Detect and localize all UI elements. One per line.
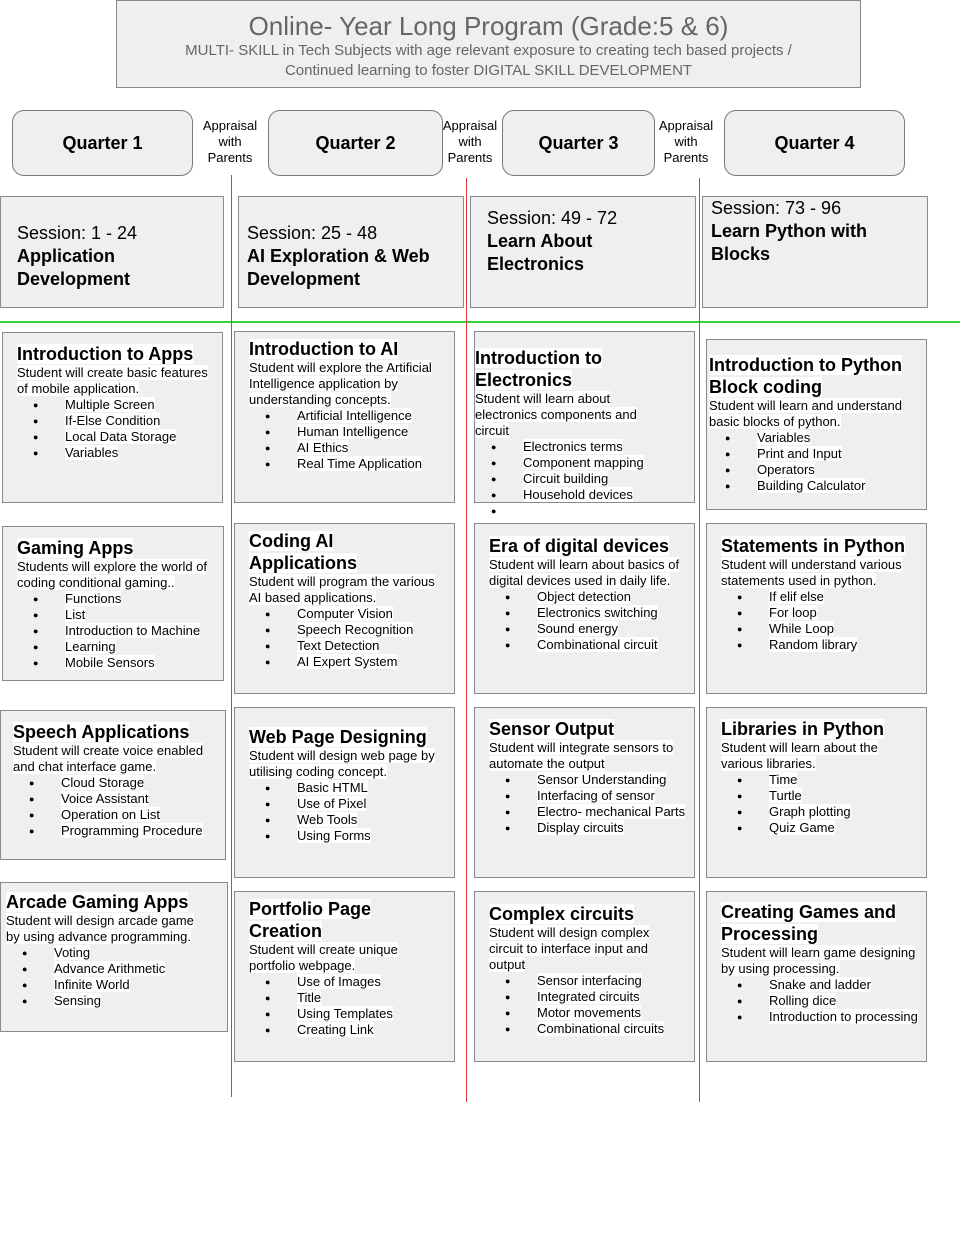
program-subtitle-line1: MULTI- SKILL in Tech Subjects with age relevant exposure to creating tech based projects / <box>185 42 792 59</box>
appraisal-line1: Appraisal <box>202 118 258 133</box>
topic-list <box>249 780 454 844</box>
card-description-line: output <box>489 957 526 972</box>
quarter-1-box <box>12 110 193 176</box>
topic-list <box>489 589 694 653</box>
topic-list-item: ● Rolling dice <box>721 993 926 1009</box>
card-description-line: Student will create voice enabled <box>13 743 204 758</box>
topic-list-item: ● Real Time Application <box>249 456 454 472</box>
card-description-line: Student will learn about <box>475 391 611 406</box>
card-description-line: Student will learn about basics of <box>489 557 680 572</box>
topic-list-item: ● Introduction to Machine <box>17 623 223 639</box>
card-title-line: Creation <box>249 921 323 941</box>
session-range: Session: 1 - 24 <box>17 223 138 243</box>
topic-list-item: ● Display circuits <box>489 820 694 836</box>
program-header <box>116 0 861 88</box>
topic-list-item: ● Graph plotting <box>721 804 926 820</box>
card-description-line: electronics components and <box>475 407 637 422</box>
session-title-line1: Learn Python with <box>711 221 868 241</box>
card-title-line: Introduction to Apps <box>17 344 194 364</box>
card-description-line: coding conditional gaming.. <box>17 575 175 590</box>
card-speech-applications <box>0 710 226 860</box>
red-divider-line-3 <box>699 178 700 1102</box>
card-description-line: Student will design web page by <box>249 748 435 763</box>
topic-list-item: ● Operators <box>709 462 926 478</box>
card-arcade-gaming-apps <box>0 882 228 1032</box>
topic-list <box>17 397 222 461</box>
session-box-1 <box>0 196 224 308</box>
topic-list-item: ● Circuit building <box>475 471 694 487</box>
topic-list-item: ● Human Intelligence <box>249 424 454 440</box>
card-title-line: Electronics <box>475 370 573 390</box>
program-subtitle-line2: Continued learning to foster DIGITAL SKILL DEVELOPMENT <box>284 62 693 79</box>
appraisal-line3: Parents <box>447 150 493 165</box>
card-portfolio-page-creation <box>234 891 455 1062</box>
card-description-line: various libraries. <box>721 756 816 771</box>
quarter-4-box <box>724 110 905 176</box>
topic-list-item: ● Web Tools <box>249 812 454 828</box>
topic-list-item: ● Introduction to processing <box>721 1009 926 1025</box>
appraisal-line3: Parents <box>663 150 709 165</box>
topic-list-item: ● Title <box>249 990 454 1006</box>
appraisal-line2: with <box>674 134 698 149</box>
quarter-2-box <box>268 110 443 176</box>
card-description-line: Student will explore the Artificial <box>249 360 432 375</box>
topic-list-item: ● Quiz Game <box>721 820 926 836</box>
quarter-2-label: Quarter 2 <box>315 132 396 153</box>
topic-list-item: ● Household devices <box>475 487 694 503</box>
topic-list-item: ● Integrated circuits <box>489 989 694 1005</box>
topic-list-item: ● Local Data Storage <box>17 429 222 445</box>
topic-list-item: ● Sound energy <box>489 621 694 637</box>
card-description-line: Student will learn and understand <box>709 398 902 413</box>
card-title-line: Gaming Apps <box>17 538 134 558</box>
card-creating-games-and-processing <box>706 891 927 1062</box>
card-description-line: Student will understand various <box>721 557 902 572</box>
topic-list <box>13 775 225 839</box>
topic-list-item: ● Object detection <box>489 589 694 605</box>
topic-list-item: ● Multiple Screen <box>17 397 222 413</box>
topic-list-item: ● Learning <box>17 639 223 655</box>
card-title-line: Speech Applications <box>13 722 190 742</box>
topic-list-item: ● Variables <box>17 445 222 461</box>
quarter-3-label: Quarter 3 <box>538 132 619 153</box>
card-description-line: Student will create basic features <box>17 365 208 380</box>
appraisal-line1: Appraisal <box>658 118 714 133</box>
session-title-line2: Blocks <box>711 244 771 264</box>
session-range: Session: 25 - 48 <box>247 223 378 243</box>
topic-list-item: ● Electronics terms <box>475 439 694 455</box>
session-title-line2: Development <box>247 269 361 289</box>
topic-list-item: ● If-Else Condition <box>17 413 222 429</box>
topic-list-item: ● Random library <box>721 637 926 653</box>
card-description-line: automate the output <box>489 756 605 771</box>
topic-list-item: ● If elif else <box>721 589 926 605</box>
topic-list-item: ● Snake and ladder <box>721 977 926 993</box>
topic-list-item: ● Interfacing of sensor <box>489 788 694 804</box>
card-description-line: by using processing. <box>721 961 840 976</box>
topic-list-item: ● Mobile Sensors <box>17 655 223 671</box>
topic-list-item: ● Sensing <box>6 993 227 1009</box>
card-era-of-digital-devices <box>474 523 695 694</box>
topic-list-item: ● For loop <box>721 605 926 621</box>
topic-list <box>249 974 454 1038</box>
card-libraries-in-python <box>706 707 927 878</box>
topic-list-item: ● Computer Vision <box>249 606 454 622</box>
card-title-line: Libraries in Python <box>721 719 885 739</box>
topic-list <box>6 945 227 1009</box>
card-complex-circuits <box>474 891 695 1062</box>
card-sensor-output <box>474 707 695 878</box>
card-description-line: by using advance programming. <box>6 929 191 944</box>
card-introduction-to-python <box>706 339 927 510</box>
topic-list <box>721 772 926 836</box>
card-description-line: digital devices used in daily life. <box>489 573 671 588</box>
card-description-line: portfolio webpage. <box>249 958 356 973</box>
topic-list-item: ● Sensor interfacing <box>489 973 694 989</box>
session-range: Session: 73 - 96 <box>711 198 842 218</box>
card-title-line: Introduction to Python <box>709 355 902 375</box>
topic-list-item: ● Voice Assistant <box>13 791 225 807</box>
topic-list <box>475 439 694 503</box>
appraisal-line2: with <box>458 134 482 149</box>
topic-list-item: ● Using Forms <box>249 828 454 844</box>
card-description-line: statements used in python. <box>721 573 877 588</box>
topic-list-item: ● List <box>17 607 223 623</box>
card-title-line: Era of digital devices <box>489 536 670 556</box>
topic-list-item: ● Text Detection <box>249 638 454 654</box>
topic-list-item: ● Electro- mechanical Parts <box>489 804 694 820</box>
session-box-3 <box>470 196 696 308</box>
topic-list-item: ● Variables <box>709 430 926 446</box>
card-title-line: Portfolio Page <box>249 899 372 919</box>
card-title-line: Creating Games and <box>721 902 897 922</box>
appraisal-label-3 <box>654 118 718 166</box>
topic-list-item: ● Electronics switching <box>489 605 694 621</box>
session-title-line1: Learn About <box>487 231 593 251</box>
card-introduction-to-ai <box>234 331 455 503</box>
card-description-line: Student will create unique <box>249 942 398 957</box>
topic-list-item: ● Voting <box>6 945 227 961</box>
topic-list-item: ● Sensor Understanding <box>489 772 694 788</box>
topic-list <box>721 977 926 1025</box>
card-title-line: Complex circuits <box>489 904 635 924</box>
session-range: Session: 49 - 72 <box>487 208 618 228</box>
card-title-line: Sensor Output <box>489 719 614 739</box>
topic-list-item: ● Artificial Intelligence <box>249 408 454 424</box>
topic-list <box>721 589 926 653</box>
topic-list-item: ● Functions <box>17 591 223 607</box>
card-description-line: and chat interface game. <box>13 759 157 774</box>
topic-list-item: ● Cloud Storage <box>13 775 225 791</box>
topic-list-item: ● Print and Input <box>709 446 926 462</box>
card-description-line: Students will explore the world of <box>17 559 208 574</box>
appraisal-label-2 <box>438 118 502 166</box>
card-title-line: Introduction to AI <box>249 339 399 359</box>
topic-list-item: ● AI Expert System <box>249 654 454 670</box>
red-divider-line-2 <box>466 178 467 1102</box>
card-description-line: Student will design complex <box>489 925 650 940</box>
session-title-line1: AI Exploration & Web <box>247 246 430 266</box>
card-title-line: Block coding <box>709 377 823 397</box>
topic-list-item: ● Advance Arithmetic <box>6 961 227 977</box>
green-divider-line <box>0 321 960 323</box>
card-description-line: circuit to interface input and <box>489 941 648 956</box>
topic-list-item: ● Programming Procedure <box>13 823 225 839</box>
topic-list-item: ● AI Ethics <box>249 440 454 456</box>
topic-list-item: ● Speech Recognition <box>249 622 454 638</box>
topic-list <box>249 606 454 670</box>
card-title-line: Processing <box>721 924 819 944</box>
red-divider-line-1 <box>231 175 232 1097</box>
card-description-line: Student will learn about the <box>721 740 878 755</box>
topic-list-item: ● Use of Images <box>249 974 454 990</box>
topic-list-item: ● Time <box>721 772 926 788</box>
card-title-line: Statements in Python <box>721 536 906 556</box>
topic-list-item: ● Infinite World <box>6 977 227 993</box>
card-introduction-to-electronics <box>474 331 695 503</box>
card-description-line: utilising coding concept. <box>249 764 388 779</box>
topic-list-item: ● Combinational circuit <box>489 637 694 653</box>
topic-list-item: ● Combinational circuits <box>489 1021 694 1037</box>
card-description-line: of mobile application. <box>17 381 140 396</box>
card-description-line: Student will integrate sensors to <box>489 740 674 755</box>
session-title-line1: Application <box>17 246 115 266</box>
card-description-line: understanding concepts. <box>249 392 391 407</box>
card-title-line: Introduction to <box>475 348 602 368</box>
quarter-3-box <box>502 110 655 176</box>
quarter-4-label: Quarter 4 <box>774 132 855 153</box>
topic-list-item: ● Basic HTML <box>249 780 454 796</box>
card-description-line: Student will program the various <box>249 574 435 589</box>
card-coding-ai-applications <box>234 523 455 694</box>
card-description-line: Student will learn game designing <box>721 945 916 960</box>
session-box-2 <box>238 196 464 308</box>
appraisal-line1: Appraisal <box>442 118 498 133</box>
session-title-line2: Electronics <box>487 254 585 274</box>
appraisal-line3: Parents <box>207 150 253 165</box>
program-title: Online- Year Long Program (Grade:5 & 6) <box>248 11 729 41</box>
card-gaming-apps <box>2 526 224 681</box>
quarter-1-label: Quarter 1 <box>62 132 143 153</box>
card-description-line: circuit <box>475 423 509 438</box>
topic-list <box>489 973 694 1037</box>
card-statements-in-python <box>706 523 927 694</box>
card-web-page-designing <box>234 707 455 878</box>
topic-list-item: ● Component mapping <box>475 455 694 471</box>
session-title-line2: Development <box>17 269 131 289</box>
card-title-line: Arcade Gaming Apps <box>6 892 189 912</box>
card-description-line: Intelligence application by <box>249 376 398 391</box>
topic-list-item: ● While Loop <box>721 621 926 637</box>
appraisal-label-1 <box>198 118 262 166</box>
topic-list-item: ● Creating Link <box>249 1022 454 1038</box>
topic-list-item: ● Building Calculator <box>709 478 926 494</box>
session-box-4 <box>702 196 928 308</box>
topic-list-item: ● Using Templates <box>249 1006 454 1022</box>
topic-list-item: ● Operation on List <box>13 807 225 823</box>
topic-list <box>249 408 454 472</box>
topic-list-item: ● Turtle <box>721 788 926 804</box>
topic-list <box>709 430 926 494</box>
topic-list <box>17 591 223 671</box>
card-title-line: Applications <box>249 553 358 573</box>
card-introduction-to-apps <box>2 332 223 503</box>
topic-list-item: ● Use of Pixel <box>249 796 454 812</box>
topic-list-item: ● Motor movements <box>489 1005 694 1021</box>
card-description-line: basic blocks of python. <box>709 414 841 429</box>
topic-list <box>489 772 694 836</box>
appraisal-line2: with <box>218 134 242 149</box>
card-title-line: Coding AI <box>249 531 334 551</box>
card-title-line: Web Page Designing <box>249 727 427 747</box>
card-description-line: Student will design arcade game <box>6 913 194 928</box>
card-description-line: AI based applications. <box>249 590 377 605</box>
